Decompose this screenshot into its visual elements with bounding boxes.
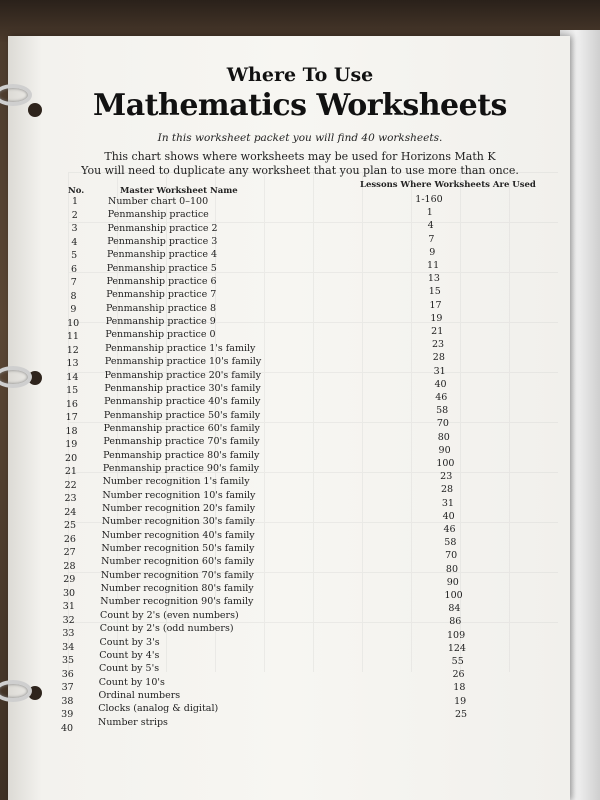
row-number: 21 — [64, 466, 77, 478]
worksheet-name: Penmanship practice 3 — [107, 236, 218, 248]
worksheet-name: Penmanship practice — [107, 209, 209, 221]
worksheet-name: Number recognition 30's family — [101, 516, 255, 528]
lesson-value: 19 — [430, 312, 443, 324]
lesson-value: 15 — [428, 286, 441, 298]
worksheet-name: Number strips — [98, 716, 168, 728]
worksheet-name: Count by 2's (odd numbers) — [99, 623, 234, 635]
lesson-value: 109 — [446, 629, 466, 641]
row-number: 39 — [61, 709, 74, 721]
worksheet-name: Number recognition 60's family — [101, 556, 255, 568]
row-number: 20 — [65, 452, 78, 464]
worksheet-name: Count by 3's — [99, 636, 160, 648]
worksheet-name: Penmanship practice 6 — [106, 276, 217, 288]
lesson-value: 84 — [448, 603, 461, 615]
lesson-value: 70 — [445, 550, 458, 562]
lesson-value: 46 — [443, 524, 456, 536]
intro-line-3: You will need to duplicate any worksheet that you plan to use more than once. — [81, 164, 519, 177]
lesson-value: 100 — [444, 590, 463, 602]
lesson-value: 7 — [428, 233, 435, 245]
lesson-value: 40 — [434, 378, 447, 390]
row-number: 36 — [61, 668, 74, 680]
column-header-lessons: Lessons Where Worksheets Are Used — [360, 180, 536, 190]
column-header-no: No. — [68, 186, 85, 196]
lesson-value: 58 — [436, 405, 449, 417]
lesson-value: 70 — [436, 418, 449, 430]
worksheet-name: Number chart 0–100 — [108, 196, 209, 207]
row-number: 17 — [65, 412, 78, 424]
worksheet-name: Penmanship practice 20's family — [104, 369, 261, 381]
worksheet-name: Penmanship practice 2 — [107, 222, 218, 234]
worksheet-name: Penmanship practice 8 — [105, 302, 217, 314]
row-number: 5 — [71, 250, 78, 261]
lesson-value: 9 — [429, 246, 436, 258]
lesson-value: 11 — [427, 260, 440, 271]
worksheet-name: Penmanship practice 70's family — [103, 436, 260, 448]
lesson-value: 23 — [440, 471, 453, 483]
lesson-value: 17 — [429, 299, 442, 311]
lesson-value: 19 — [454, 695, 467, 707]
row-number: 18 — [65, 425, 78, 437]
worksheet-name: Number recognition 50's family — [101, 543, 255, 555]
row-number: 13 — [66, 358, 79, 370]
row-number: 37 — [61, 682, 74, 694]
row-number: 40 — [60, 722, 74, 734]
worksheet-name: Count by 10's — [98, 676, 165, 688]
lesson-value: 90 — [438, 444, 451, 456]
row-number: 33 — [62, 628, 75, 640]
row-number: 35 — [61, 655, 75, 667]
row-number: 30 — [63, 587, 76, 599]
worksheet-name: Penmanship practice 40's family — [104, 396, 261, 408]
row-number: 15 — [66, 385, 79, 397]
row-number: 8 — [70, 290, 77, 302]
lesson-value: 31 — [433, 365, 446, 377]
worksheet-name: Clocks (analog & digital) — [98, 703, 219, 715]
lesson-value: 80 — [437, 431, 450, 443]
row-number: 3 — [71, 223, 78, 234]
row-number: 25 — [64, 520, 77, 532]
lesson-value: 4 — [427, 220, 434, 232]
row-number: 16 — [65, 398, 78, 410]
worksheet-name: Penmanship practice 90's family — [102, 462, 260, 474]
worksheet-name: Count by 2's (even numbers) — [100, 609, 239, 621]
worksheet-name: Number recognition 40's family — [101, 529, 255, 541]
row-number: 26 — [63, 533, 76, 545]
row-number: 2 — [71, 209, 78, 221]
row-number: 29 — [63, 574, 76, 586]
row-number: 22 — [64, 479, 77, 491]
lesson-value: 21 — [431, 326, 444, 338]
lesson-value: 1-160 — [415, 194, 443, 205]
lesson-value: 90 — [446, 576, 459, 588]
lesson-value: 100 — [436, 458, 455, 470]
row-number: 31 — [62, 601, 75, 613]
row-number: 10 — [67, 317, 80, 329]
worksheet-name: Penmanship practice 80's family — [103, 449, 260, 461]
row-number: 24 — [64, 506, 77, 518]
column-header-name: Master Worksheet Name — [120, 186, 238, 196]
worksheet-name: Penmanship practice 9 — [105, 316, 216, 328]
worksheet-name: Ordinal numbers — [98, 689, 181, 701]
row-number: 28 — [63, 560, 76, 572]
worksheet-name: Penmanship practice 7 — [106, 289, 217, 301]
lesson-value: 86 — [449, 616, 462, 628]
row-number: 27 — [63, 547, 76, 559]
row-number: 4 — [71, 236, 78, 248]
worksheet-name: Number recognition 1's family — [102, 476, 250, 488]
worksheet-name: Number recognition 90's family — [100, 596, 254, 608]
worksheet-name: Number recognition 70's family — [100, 569, 254, 581]
worksheet-name: Count by 4's — [99, 649, 160, 661]
lesson-value: 13 — [427, 273, 440, 285]
lesson-value: 124 — [447, 642, 466, 654]
lesson-value: 31 — [441, 497, 454, 509]
intro-line-1: In this worksheet packet you will find 40 worksheets. — [157, 132, 443, 144]
worksheet-name: Penmanship practice 1's family — [105, 342, 256, 354]
worksheet-name: Penmanship practice 30's family — [104, 382, 261, 394]
intro-line-2: This chart shows where worksheets may be used for Horizons Math K — [104, 150, 496, 163]
lesson-value: 18 — [453, 682, 466, 694]
row-number: 6 — [70, 263, 77, 275]
lesson-value: 40 — [442, 510, 455, 522]
worksheet-name: Penmanship practice 0 — [105, 329, 216, 341]
lesson-value: 25 — [454, 708, 468, 720]
row-number: 34 — [62, 641, 75, 653]
row-number: 1 — [71, 196, 79, 207]
lesson-value: 55 — [451, 656, 464, 668]
row-number: 7 — [70, 277, 77, 288]
worksheet-name: Penmanship practice 4 — [106, 249, 218, 261]
worksheet-name: Penmanship practice 60's family — [103, 422, 260, 434]
row-number: 38 — [61, 695, 74, 707]
row-number: 14 — [66, 371, 79, 383]
worksheet-name: Penmanship practice 10's family — [104, 356, 262, 368]
lesson-value: 46 — [435, 392, 448, 404]
row-number: 23 — [64, 493, 77, 505]
page-title: Mathematics Worksheets — [93, 88, 507, 123]
lesson-value: 28 — [432, 352, 445, 364]
lesson-value: 58 — [444, 537, 457, 549]
worksheet-name: Number recognition 10's family — [102, 489, 256, 501]
intro-text — [60, 150, 540, 178]
lesson-value: 26 — [452, 669, 465, 681]
lesson-value: 1 — [426, 207, 433, 219]
row-number: 11 — [66, 331, 79, 343]
worksheet-name: Penmanship practice 50's family — [103, 409, 261, 421]
worksheet-name: Penmanship practice 5 — [106, 262, 217, 274]
lesson-value: 28 — [441, 484, 454, 496]
worksheet-name: Number recognition 20's family — [102, 503, 256, 515]
worksheet-name: Number recognition 80's family — [100, 583, 254, 595]
row-number: 32 — [62, 614, 75, 626]
row-number: 12 — [66, 344, 79, 356]
page-subtitle: Where To Use — [226, 64, 374, 86]
lesson-value: 80 — [445, 563, 459, 575]
row-number: 19 — [65, 439, 78, 451]
worksheet-name: Count by 5's — [99, 663, 160, 675]
lesson-value: 23 — [431, 339, 445, 351]
row-number: 9 — [70, 304, 77, 316]
